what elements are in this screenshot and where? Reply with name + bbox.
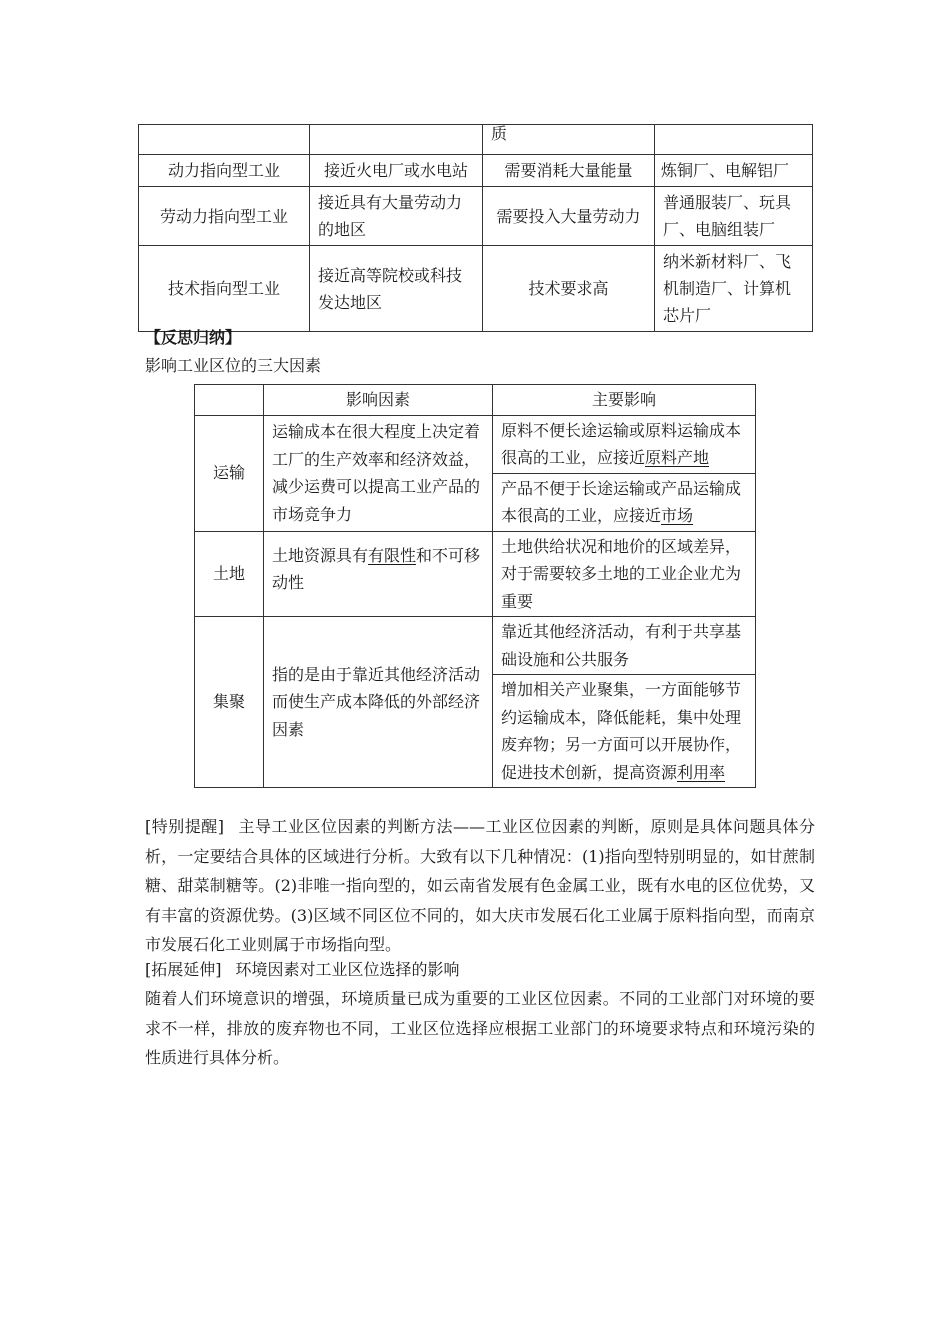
- underlined-term: 市场: [661, 506, 694, 525]
- factor-text: 和不可移动性: [272, 545, 481, 592]
- table-row: [139, 155, 813, 187]
- tip-paragraph: [145, 812, 815, 960]
- extension-paragraph: 随着人们环境意识的增强，环境质量已成为重要的工业区位因素。不同的工业部门对环境的要求不一样，排放的废弃物也不同，工业区位选择应根据工业部门的环境要求特点和环境污染的性质进行具体分析。: [145, 989, 815, 1067]
- cell-examples: [655, 125, 813, 155]
- underlined-term: 利用率: [677, 762, 726, 782]
- impact-cell: 土地供给状况和地价的区域差异，对于需要较多土地的工业企业尤为重要: [493, 531, 756, 617]
- factor-text: 土地资源具有: [272, 545, 369, 565]
- cell-type: [139, 125, 310, 155]
- cell-reason: 技术要求高: [483, 246, 655, 332]
- cell-examples: 普通服装厂、玩具厂、电脑组装厂: [655, 187, 813, 246]
- underlined-term: 原料产地: [645, 448, 710, 467]
- factor-label-land: 土地: [195, 531, 264, 617]
- impact-cell: [493, 675, 756, 788]
- section-subheading: 影响工业区位的三大因素: [145, 356, 322, 375]
- section-heading: 【反思归纳】: [145, 328, 242, 347]
- cell-type: 技术指向型工业: [139, 246, 310, 332]
- cell-reason: 需要消耗大量能量: [483, 155, 655, 187]
- industry-orientation-table: [138, 124, 813, 332]
- table-row: [195, 415, 756, 473]
- cell-type: 劳动力指向型工业: [139, 187, 310, 246]
- underlined-term: 有限性: [368, 545, 417, 565]
- cell-reason: 需要投入大量劳动力: [483, 187, 655, 246]
- cell-location: 接近火电厂或水电站: [310, 155, 483, 187]
- table-header-row: [195, 385, 756, 416]
- tip-label: [特别提醒]: [145, 817, 224, 836]
- header-cell: 主要影响: [493, 385, 756, 416]
- impact-text: 产品不便于长途运输或产品运输成本很高的工业，应接近: [501, 478, 742, 525]
- impact-cell: 靠近其他经济活动，有利于共享基础设施和公共服务: [493, 617, 756, 675]
- cell-examples: 纳米新材料厂、飞机制造厂、计算机芯片厂: [655, 246, 813, 332]
- cell-location: [310, 125, 483, 155]
- header-cell: [195, 385, 264, 416]
- header-cell: 影响因素: [264, 385, 493, 416]
- cell-reason: 质: [483, 125, 655, 155]
- factor-description: 指的是由于靠近其他经济活动而使生产成本降低的外部经济因素: [264, 617, 493, 788]
- table-row: [139, 187, 813, 246]
- extension-heading: [145, 955, 815, 985]
- cell-examples: 炼铜厂、电解铝厂: [655, 155, 813, 187]
- impact-text: 原料不便长途运输或原料运输成本很高的工业，应接近: [501, 420, 742, 467]
- table-row: [195, 617, 756, 675]
- table-row: [139, 246, 813, 332]
- table-row: [139, 125, 813, 155]
- factor-label-agglomeration: 集聚: [195, 617, 264, 788]
- impact-cell: [493, 473, 756, 531]
- factor-description: 运输成本在很大程度上决定着工厂的生产效率和经济效益，减少运费可以提高工业产品的市场竞争力: [264, 415, 493, 531]
- cell-location: 接近具有大量劳动力的地区: [310, 187, 483, 246]
- factor-description: [264, 531, 493, 617]
- table-row: [195, 531, 756, 617]
- cell-type: 动力指向型工业: [139, 155, 310, 187]
- factor-label-transport: 运输: [195, 415, 264, 531]
- cell-location: 接近高等院校或科技发达地区: [310, 246, 483, 332]
- tip-text: 主导工业区位因素的判断方法——工业区位因素的判断，原则是具体问题具体分析，一定要结合具体的区域进行分析。大致有以下几种情况：(1)指向型特别明显的，如甘蔗制糖、甜菜制糖等。(2)非唯一指向型的，如云南省发展有色金属工业，既有水电的区位优势，又有丰富的资源优势。(3)区域不同区位不同的，如大庆市发展石化工业属于原料指向型，而南京市发展石化工业则属于市场指向型。: [145, 817, 815, 954]
- extension-title: 环境因素对工业区位选择的影响: [235, 960, 460, 979]
- location-factors-table: [194, 384, 756, 788]
- extension-label: [拓展延伸]: [145, 960, 222, 979]
- impact-text: 增加相关产业聚集，一方面能够节约运输成本，降低能耗，集中处理废弃物；另一方面可以开展协作，促进技术创新，提高资源: [501, 680, 742, 782]
- impact-cell: [493, 415, 756, 473]
